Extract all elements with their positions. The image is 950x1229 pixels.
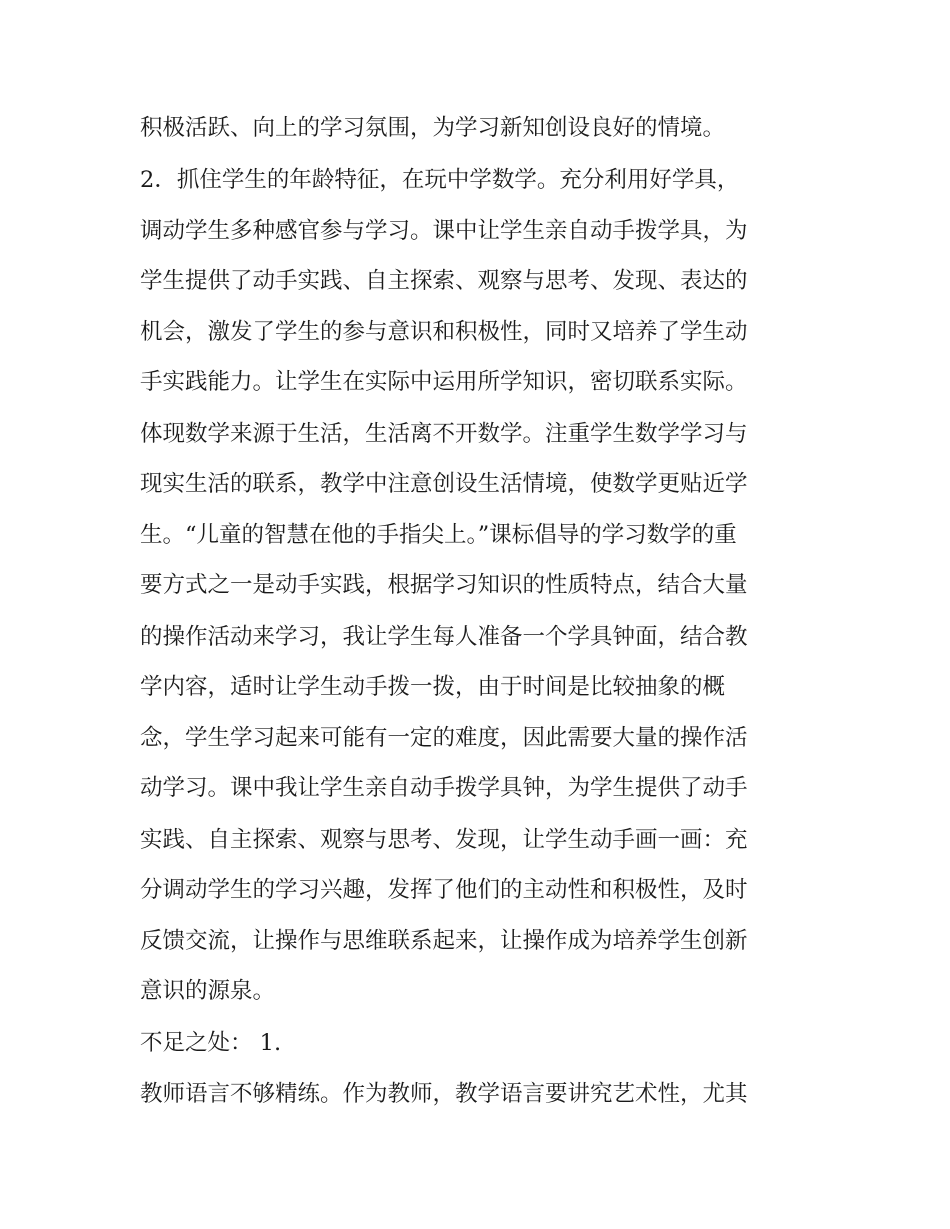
text-line: 学内容，适时让学生动手拨一拨，由于时间是比较抽象的概 [140, 674, 726, 700]
text-line: 积极活跃、向上的学习氛围，为学习新知创设良好的情境。 [140, 115, 726, 141]
section-heading: 不足之处： 1. [140, 1030, 282, 1056]
text-line: 实践、自主探索、观察与思考、发现，让学生动手画一画：充 [140, 827, 748, 853]
text-line: 2．抓住学生的年龄特征，在玩中学数学。充分利用好学具， [140, 167, 740, 193]
text-line: 现实生活的联系，教学中注意创设生活情境，使数学更贴近学 [140, 471, 748, 497]
text-line: 反馈交流，让操作与思维联系起来，让操作成为培养学生创新 [140, 928, 748, 954]
text-line: 动学习。课中我让学生亲自动手拨学具钟，为学生提供了动手 [140, 775, 748, 801]
text-line: 教师语言不够精练。作为教师，教学语言要讲究艺术性，尤其 [140, 1081, 748, 1107]
text-line: 念，学生学习起来可能有一定的难度，因此需要大量的操作活 [140, 725, 748, 751]
text-line: 分调动学生的学习兴趣，发挥了他们的主动性和积极性，及时 [140, 877, 748, 903]
text-line: 意识的源泉。 [140, 978, 276, 1004]
text-line: 手实践能力。让学生在实际中运用所学知识，密切联系实际。 [140, 369, 748, 395]
text-line: 要方式之一是动手实践，根据学习知识的性质特点，结合大量 [140, 572, 748, 598]
text-line: 的操作活动来学习，我让学生每人准备一个学具钟面，结合教 [140, 624, 748, 650]
text-line: 调动学生多种感官参与学习。课中让学生亲自动手拨学具，为 [140, 218, 748, 244]
text-line: 机会，激发了学生的参与意识和积极性，同时又培养了学生动 [140, 319, 748, 345]
text-line: 体现数学来源于生活，生活离不开数学。注重学生数学学习与 [140, 421, 748, 447]
text-line: 生。“儿童的智慧在他的手指尖上。”课标倡导的学习数学的重 [140, 522, 737, 548]
text-line: 学生提供了动手实践、自主探索、观察与思考、发现、表达的 [140, 268, 748, 294]
